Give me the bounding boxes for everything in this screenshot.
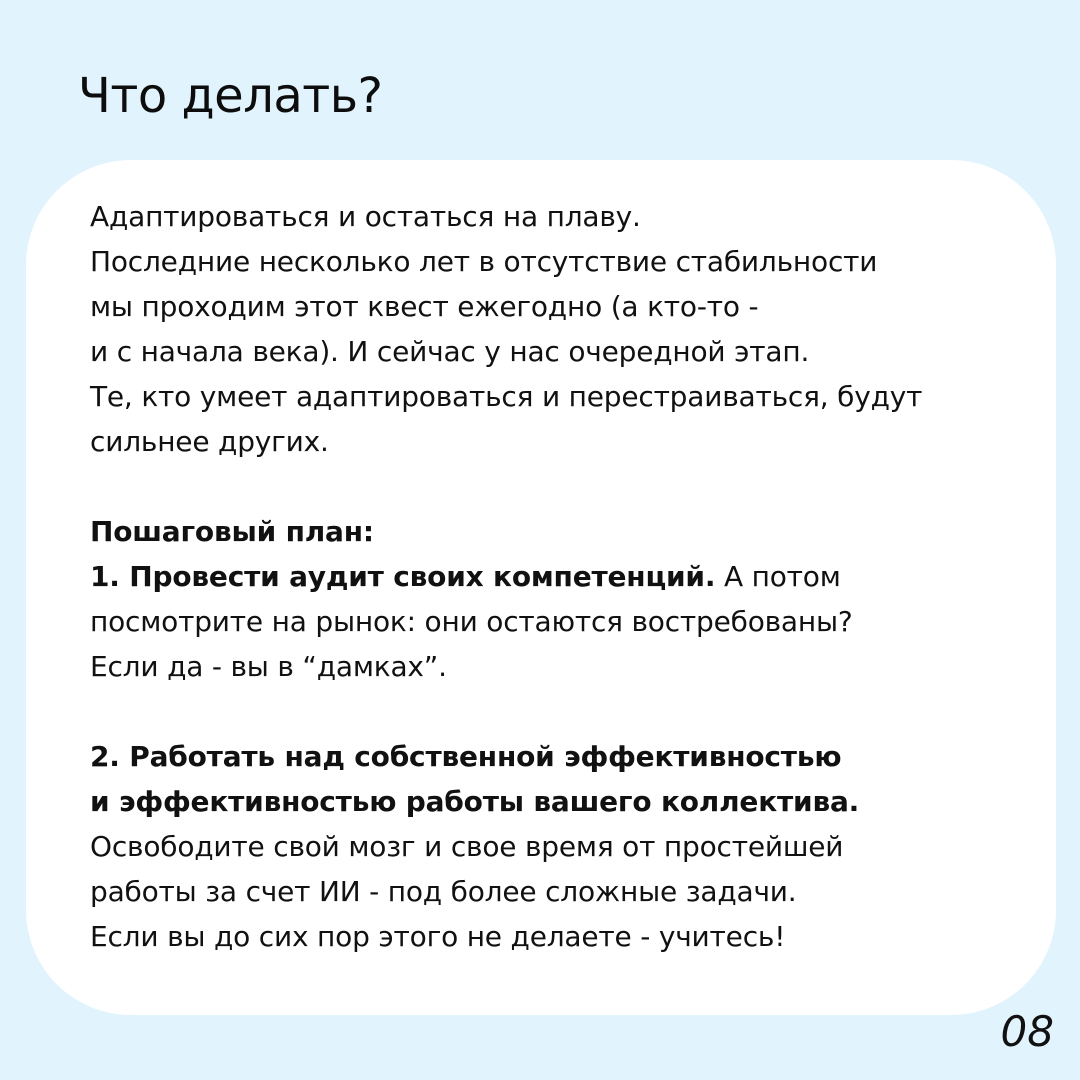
step-2-title-line: 2. Работать над собственной эффективностью [90, 740, 842, 773]
plan-heading: Пошаговый план: [90, 515, 374, 548]
intro-line: Те, кто умеет адаптироваться и перестраиваться, будут [90, 380, 923, 413]
intro-paragraph [90, 194, 1040, 464]
step-1-line: посмотрите на рынок: они остаются востребованы? [90, 605, 853, 638]
step-2-line: работы за счет ИИ - под более сложные задачи. [90, 875, 797, 908]
step-2-line: Освободите свой мозг и свое время от простейшей [90, 830, 844, 863]
step-1-first-line [90, 554, 1040, 599]
step-2-line: Если вы до сих пор этого не делаете - учитесь! [90, 920, 786, 953]
page-number: 08 [1000, 1007, 1054, 1056]
intro-line: сильнее других. [90, 425, 329, 458]
intro-line: мы проходим этот квест ежегодно (а кто-то - [90, 290, 759, 323]
page-title: Что делать? [78, 68, 383, 124]
step-2-title-line: и эффективностью работы вашего коллектива. [90, 785, 860, 818]
step-1-inline-text: А потом [715, 560, 841, 593]
intro-line: Последние несколько лет в отсутствие стабильности [90, 245, 878, 278]
intro-line: Адаптироваться и остаться на плаву. [90, 200, 641, 233]
step-1-title: 1. Провести аудит своих компетенций. [90, 560, 716, 593]
step-2-paragraph [90, 734, 1040, 959]
intro-line: и с начала века). И сейчас у нас очередной этап. [90, 335, 810, 368]
step-1-line: Если да - вы в “дамках”. [90, 650, 447, 683]
content-text [90, 194, 1040, 959]
step-1-paragraph [90, 509, 1040, 689]
